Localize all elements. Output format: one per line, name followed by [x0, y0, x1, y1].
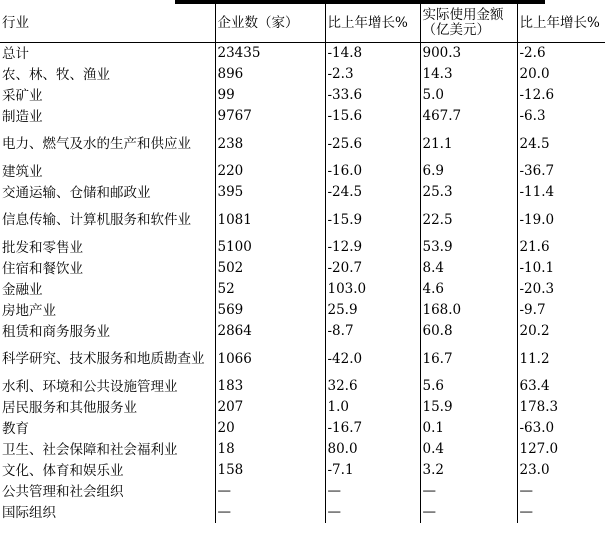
- count-growth-cell: -16.0: [325, 161, 420, 182]
- header-row: [0, 4, 605, 43]
- amount-growth-cell: -36.7: [519, 163, 555, 179]
- enterprise-count-cell: 2864: [215, 321, 325, 342]
- industry-cell: 电力、燃气及水的生产和供应业: [0, 127, 215, 161]
- amount-growth-cell: -11.4: [519, 184, 555, 200]
- enterprise-count-cell: 207: [215, 397, 325, 418]
- industry-cell: 交通运输、仓储和邮政业: [0, 182, 215, 203]
- table-row: [0, 85, 605, 106]
- count-growth-cell: 103.0: [325, 279, 420, 300]
- industry-table: [0, 4, 605, 523]
- industry-cell: 住宿和餐饮业: [0, 258, 215, 279]
- table-row: [0, 279, 605, 300]
- table-row: [0, 237, 605, 258]
- amount-growth-cell: —: [519, 504, 533, 520]
- table-row: [0, 502, 605, 523]
- enterprise-count-cell: 20: [215, 418, 325, 439]
- amount-growth-cell: -63.0: [519, 420, 555, 436]
- industry-cell: 国际组织: [0, 502, 215, 523]
- amount-growth-cell: 23.0: [519, 462, 550, 478]
- count-growth-cell: -33.6: [325, 85, 420, 106]
- enterprise-count-cell: 1081: [215, 203, 325, 237]
- actual-amount-cell: 16.7: [420, 342, 517, 376]
- actual-amount-cell: 14.3: [420, 64, 517, 85]
- enterprise-count-cell: 99: [215, 85, 325, 106]
- header-industry: 行业: [0, 4, 215, 43]
- enterprise-count-cell: —: [215, 502, 325, 523]
- enterprise-count-cell: 1066: [215, 342, 325, 376]
- amount-growth-cell: -20.3: [519, 281, 555, 297]
- count-growth-cell: -14.8: [325, 43, 420, 65]
- count-growth-cell: -16.7: [325, 418, 420, 439]
- table-row: [0, 106, 605, 127]
- count-growth-cell: 25.9: [325, 300, 420, 321]
- amount-growth-cell: —: [519, 483, 533, 499]
- table-row: [0, 127, 605, 161]
- header-amount-growth: 比上年增长%: [517, 4, 605, 43]
- table-row: [0, 300, 605, 321]
- industry-cell: 教育: [0, 418, 215, 439]
- enterprise-count-cell: —: [215, 481, 325, 502]
- industry-cell: 农、林、牧、渔业: [0, 64, 215, 85]
- industry-cell: 水利、环境和公共设施管理业: [0, 376, 215, 397]
- count-growth-cell: —: [325, 502, 420, 523]
- actual-amount-cell: 22.5: [420, 203, 517, 237]
- industry-cell: 采矿业: [0, 85, 215, 106]
- industry-cell: 文化、体育和娱乐业: [0, 460, 215, 481]
- amount-growth-cell: -19.0: [519, 211, 555, 228]
- count-growth-cell: -42.0: [325, 342, 420, 376]
- amount-growth-cell: 63.4: [519, 378, 550, 394]
- actual-amount-cell: 8.4: [420, 258, 517, 279]
- actual-amount-cell: 53.9: [420, 237, 517, 258]
- actual-amount-cell: 900.3: [420, 43, 517, 65]
- enterprise-count-cell: 23435: [215, 43, 325, 65]
- header-count-growth: 比上年增长%: [325, 4, 420, 43]
- table-row: [0, 342, 605, 376]
- header-enterprise-count: 企业数（家）: [215, 4, 325, 43]
- industry-cell: 房地产业: [0, 300, 215, 321]
- table-row: [0, 376, 605, 397]
- count-growth-cell: -15.6: [325, 106, 420, 127]
- count-growth-cell: -7.1: [325, 460, 420, 481]
- actual-amount-cell: 25.3: [420, 182, 517, 203]
- table-row: [0, 203, 605, 237]
- count-growth-cell: -24.5: [325, 182, 420, 203]
- amount-growth-cell: 20.0: [519, 66, 550, 82]
- table-row: [0, 43, 605, 65]
- table-row: [0, 418, 605, 439]
- industry-cell: 金融业: [0, 279, 215, 300]
- amount-growth-cell: 24.5: [519, 135, 550, 152]
- count-growth-cell: -20.7: [325, 258, 420, 279]
- actual-amount-cell: 4.6: [420, 279, 517, 300]
- industry-cell: 信息传输、计算机服务和软件业: [0, 203, 215, 237]
- actual-amount-cell: 3.2: [420, 460, 517, 481]
- count-growth-cell: -15.9: [325, 203, 420, 237]
- count-growth-cell: -8.7: [325, 321, 420, 342]
- count-growth-cell: 1.0: [325, 397, 420, 418]
- enterprise-count-cell: 238: [215, 127, 325, 161]
- amount-growth-cell: 21.6: [519, 239, 550, 255]
- enterprise-count-cell: 569: [215, 300, 325, 321]
- header-actual-amount: 实际使用金额（亿美元）: [420, 4, 517, 43]
- actual-amount-cell: 15.9: [420, 397, 517, 418]
- amount-growth-cell: -12.6: [519, 87, 555, 103]
- count-growth-cell: -12.9: [325, 237, 420, 258]
- count-growth-cell: 32.6: [325, 376, 420, 397]
- table-row: [0, 481, 605, 502]
- industry-cell: 租赁和商务服务业: [0, 321, 215, 342]
- table-row: [0, 64, 605, 85]
- count-growth-cell: 80.0: [325, 439, 420, 460]
- table-row: [0, 258, 605, 279]
- enterprise-count-cell: 502: [215, 258, 325, 279]
- table-row: [0, 161, 605, 182]
- amount-growth-cell: 178.3: [519, 399, 559, 415]
- amount-growth-cell: 127.0: [519, 441, 559, 457]
- industry-cell: 居民服务和其他服务业: [0, 397, 215, 418]
- table-row: [0, 439, 605, 460]
- actual-amount-cell: —: [420, 502, 517, 523]
- actual-amount-cell: 21.1: [420, 127, 517, 161]
- amount-growth-cell: 11.2: [519, 350, 550, 367]
- industry-cell: 建筑业: [0, 161, 215, 182]
- table-row: [0, 182, 605, 203]
- actual-amount-cell: 467.7: [420, 106, 517, 127]
- actual-amount-cell: 60.8: [420, 321, 517, 342]
- industry-cell: 制造业: [0, 106, 215, 127]
- count-growth-cell: -25.6: [325, 127, 420, 161]
- industry-cell: 批发和零售业: [0, 237, 215, 258]
- enterprise-count-cell: 18: [215, 439, 325, 460]
- amount-growth-cell: -10.1: [519, 260, 555, 276]
- industry-cell: 总计: [0, 43, 215, 65]
- count-growth-cell: -2.3: [325, 64, 420, 85]
- amount-growth-cell: -6.3: [519, 108, 546, 124]
- enterprise-count-cell: 9767: [215, 106, 325, 127]
- amount-growth-cell: -9.7: [519, 302, 546, 318]
- actual-amount-cell: —: [420, 481, 517, 502]
- enterprise-count-cell: 220: [215, 161, 325, 182]
- table-row: [0, 321, 605, 342]
- actual-amount-cell: 5.6: [420, 376, 517, 397]
- actual-amount-cell: 6.9: [420, 161, 517, 182]
- industry-cell: 公共管理和社会组织: [0, 481, 215, 502]
- actual-amount-cell: 168.0: [420, 300, 517, 321]
- actual-amount-cell: 5.0: [420, 85, 517, 106]
- amount-growth-cell: 20.2: [519, 323, 550, 339]
- actual-amount-cell: 0.4: [420, 439, 517, 460]
- count-growth-cell: —: [325, 481, 420, 502]
- enterprise-count-cell: 395: [215, 182, 325, 203]
- actual-amount-cell: 0.1: [420, 418, 517, 439]
- enterprise-count-cell: 183: [215, 376, 325, 397]
- table-row: [0, 397, 605, 418]
- enterprise-count-cell: 158: [215, 460, 325, 481]
- enterprise-count-cell: 52: [215, 279, 325, 300]
- enterprise-count-cell: 896: [215, 64, 325, 85]
- industry-cell: 科学研究、技术服务和地质勘查业: [0, 342, 215, 376]
- enterprise-count-cell: 5100: [215, 237, 325, 258]
- amount-growth-cell: -2.6: [519, 45, 546, 61]
- industry-cell: 卫生、社会保障和社会福利业: [0, 439, 215, 460]
- table-row: [0, 460, 605, 481]
